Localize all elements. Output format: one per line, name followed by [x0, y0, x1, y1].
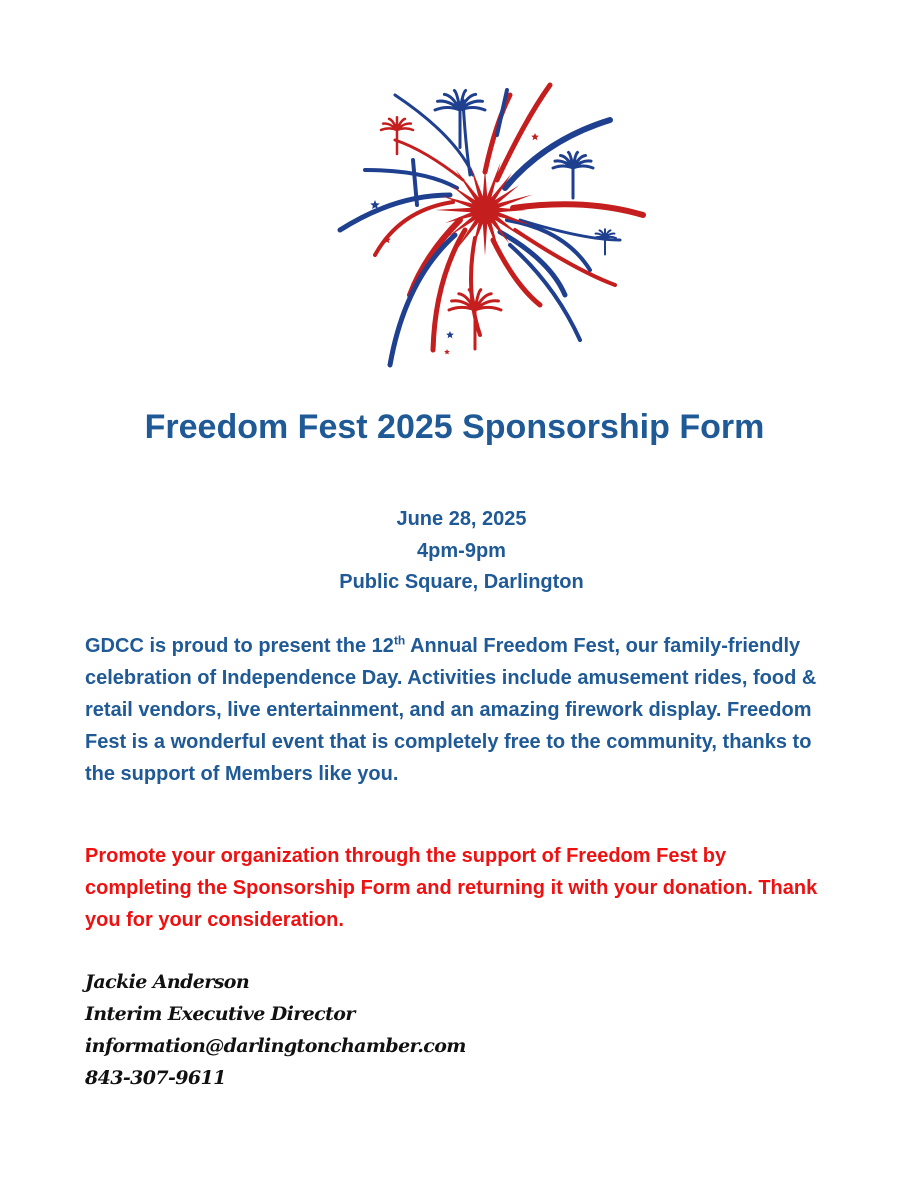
signature-block: [85, 966, 685, 1094]
promo-paragraph: Promote your organization through the support of Freedom Fest by completing the Sponsorship Form and returning it with your donation. Thank you for your consideration.: [85, 845, 818, 931]
signer-name: Jackie Anderson: [85, 971, 250, 993]
page-title: Freedom Fest 2025 Sponsorship Form: [144, 408, 765, 446]
event-details: [0, 504, 909, 599]
event-location: Public Square, Darlington: [339, 571, 584, 593]
event-time: 4pm-9pm: [417, 539, 506, 562]
signer-role: Interim Executive Director: [85, 1003, 355, 1025]
fireworks-illustration-icon: [325, 80, 655, 375]
intro-text-rest: Annual Freedom Fest, our family-friendly celebration of Independence Day. Activities include amusement rides, food & retail vendors, live entertainment, and an amazing firework display. Freedom Fest is a wonderful event that is completely free to the community, thanks to the support of Members like you.: [85, 635, 817, 785]
intro-paragraph: [85, 630, 835, 790]
event-date: June 28, 2025: [396, 508, 527, 530]
signer-phone: 843-307-9611: [85, 1067, 226, 1089]
intro-text-start: GDCC is proud to present the 12: [85, 635, 394, 657]
ordinal-suffix: th: [393, 633, 406, 648]
signer-email: information@darlingtonchamber.com: [85, 1035, 466, 1057]
